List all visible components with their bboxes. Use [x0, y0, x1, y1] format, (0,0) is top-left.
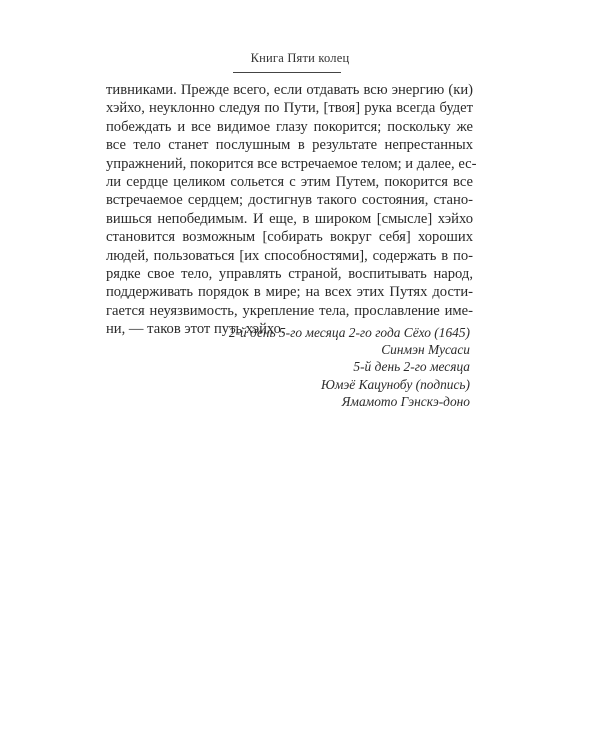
text-line: людей, пользоваться [их способностями], содержать в по- — [106, 247, 473, 264]
text-line: упражнений, покорится все встречаемое телом; и далее, ес- — [106, 155, 477, 172]
running-head-title: Книга Пяти колец — [250, 51, 350, 65]
signature-recipient: Ямамото Гэнскэ-доно — [341, 393, 470, 409]
body-paragraph — [106, 81, 477, 339]
signature-author: Синмэн Мусаси — [381, 342, 470, 358]
text-line: гается неуязвимость, укрепление тела, прославление име- — [106, 302, 473, 319]
text-line: становится возможным [собирать вокруг себя] хороших — [106, 229, 473, 246]
signature-date-2: 5-й день 2-го месяца — [353, 359, 470, 375]
text-line: побеждать и все видимое глазу покорится; поскольку же — [106, 118, 473, 135]
text-line: тивниками. Прежде всего, если отдавать всю энергию (ки) — [106, 82, 473, 98]
header-rule — [233, 72, 341, 73]
text-line: все тело станет послушным в результате непрестанных — [106, 137, 473, 154]
text-line: ни, — таков этот путь хэйхо. — [106, 321, 285, 338]
signature-scribe: Юмэё Кацунобу (подпись) — [321, 376, 470, 392]
text-line: рядке свое тело, управлять страной, воспитывать народ, — [106, 266, 473, 283]
signature-block — [229, 324, 470, 410]
text-line: встречаемое сердцем; достигнув такого состояния, стано- — [106, 192, 473, 209]
text-line: хэйхо, неуклонно следуя по Пути, [твоя] рука всегда будет — [106, 100, 473, 117]
signature-date-1: 2-й день 5-го месяца 2-го года Сёхо (1645) — [228, 325, 470, 340]
text-line: поддерживать порядок в мире; на всех этих Путях дости- — [106, 284, 473, 301]
text-line: вишься непобедимым. И еще, в широком [смысле] хэйхо — [106, 210, 473, 227]
text-line: ли сердце целиком сольется с этим Путем, покорится все — [106, 174, 473, 191]
